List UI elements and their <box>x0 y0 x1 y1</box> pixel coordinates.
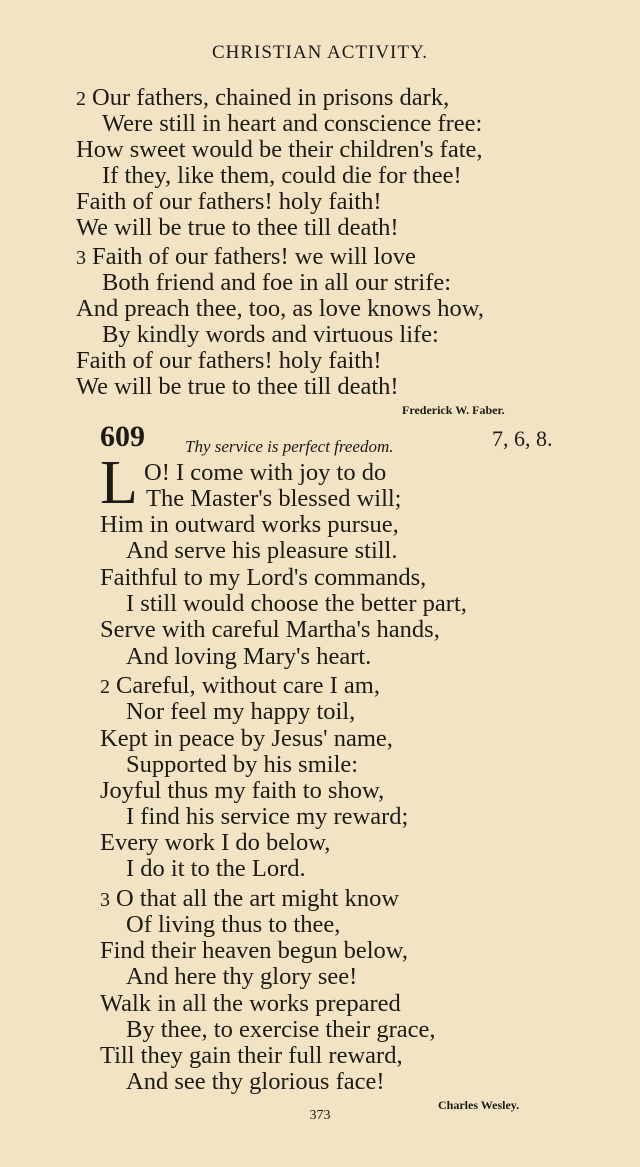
verse-line: By thee, to exercise their grace, <box>126 1016 436 1043</box>
verse-line: Were still in heart and conscience free: <box>102 110 483 137</box>
verse-line: 3 Faith of our fathers! we will love <box>76 243 416 270</box>
refrain-line: We will be true to thee till death! <box>76 373 399 400</box>
verse-line: O! I come with joy to do <box>144 459 387 486</box>
page-header: CHRISTIAN ACTIVITY. <box>211 42 429 63</box>
verse-line: Nor feel my happy toil, <box>126 698 356 725</box>
verse-line: If they, like them, could die for thee! <box>102 162 462 189</box>
page-number: 373 <box>309 1108 331 1123</box>
verse-line: And serve his pleasure still. <box>126 537 398 564</box>
verse-line: Kept in peace by Jesus' name, <box>100 725 393 752</box>
verse-line: Every work I do below, <box>100 829 331 856</box>
verse-line: Both friend and foe in all our strife: <box>102 269 452 296</box>
verse-number: 2 <box>100 676 110 698</box>
author-attribution: Charles Wesley. <box>438 1098 520 1112</box>
verse-line: Supported by his smile: <box>126 751 359 778</box>
verse-line: Serve with careful Martha's hands, <box>100 616 440 643</box>
verse-line: Joyful thus my faith to show, <box>100 777 385 804</box>
refrain-line: We will be true to thee till death! <box>76 214 399 241</box>
verse-number: 2 <box>76 88 86 110</box>
verse-line: And loving Mary's heart. <box>126 643 372 670</box>
verse-line: Faithful to my Lord's commands, <box>100 564 427 591</box>
verse-line: Him in outward works pursue, <box>100 511 399 538</box>
verse-line: I do it to the Lord. <box>126 855 306 882</box>
verse-line: How sweet would be their children's fate, <box>76 136 483 163</box>
verse-line: And here thy glory see! <box>126 963 358 990</box>
verse-line: 2 Careful, without care I am, <box>100 672 380 699</box>
author-attribution: Frederick W. Faber. <box>402 403 505 417</box>
refrain-line: Faith of our fathers! holy faith! <box>76 347 382 374</box>
verse-line: Walk in all the works prepared <box>100 990 401 1017</box>
verse-line: Of living thus to thee, <box>126 911 341 938</box>
hymn-meter: 7, 6, 8. <box>492 426 553 451</box>
verse-line: And see thy glorious face! <box>126 1068 385 1095</box>
verse-line: Till they gain their full reward, <box>100 1042 403 1069</box>
verse-line: I find his service my reward; <box>126 803 409 830</box>
verse-line: 3 O that all the art might know <box>100 885 400 912</box>
hymn-title: Thy service is perfect freedom. <box>185 437 394 456</box>
verse-number: 3 <box>76 247 86 269</box>
hymn-number: 609 <box>100 420 145 453</box>
refrain-line: Faith of our fathers! holy faith! <box>76 188 382 215</box>
verse-line: I still would choose the better part, <box>126 590 467 617</box>
drop-cap: L <box>100 449 138 517</box>
verse-line: And preach thee, too, as love knows how, <box>76 295 485 322</box>
verse-number: 3 <box>100 889 110 911</box>
verse-line: 2 Our fathers, chained in prisons dark, <box>76 84 450 111</box>
verse-line: The Master's blessed will; <box>146 485 402 512</box>
verse-line: Find their heaven begun below, <box>100 937 408 964</box>
verse-line: By kindly words and virtuous life: <box>102 321 439 348</box>
